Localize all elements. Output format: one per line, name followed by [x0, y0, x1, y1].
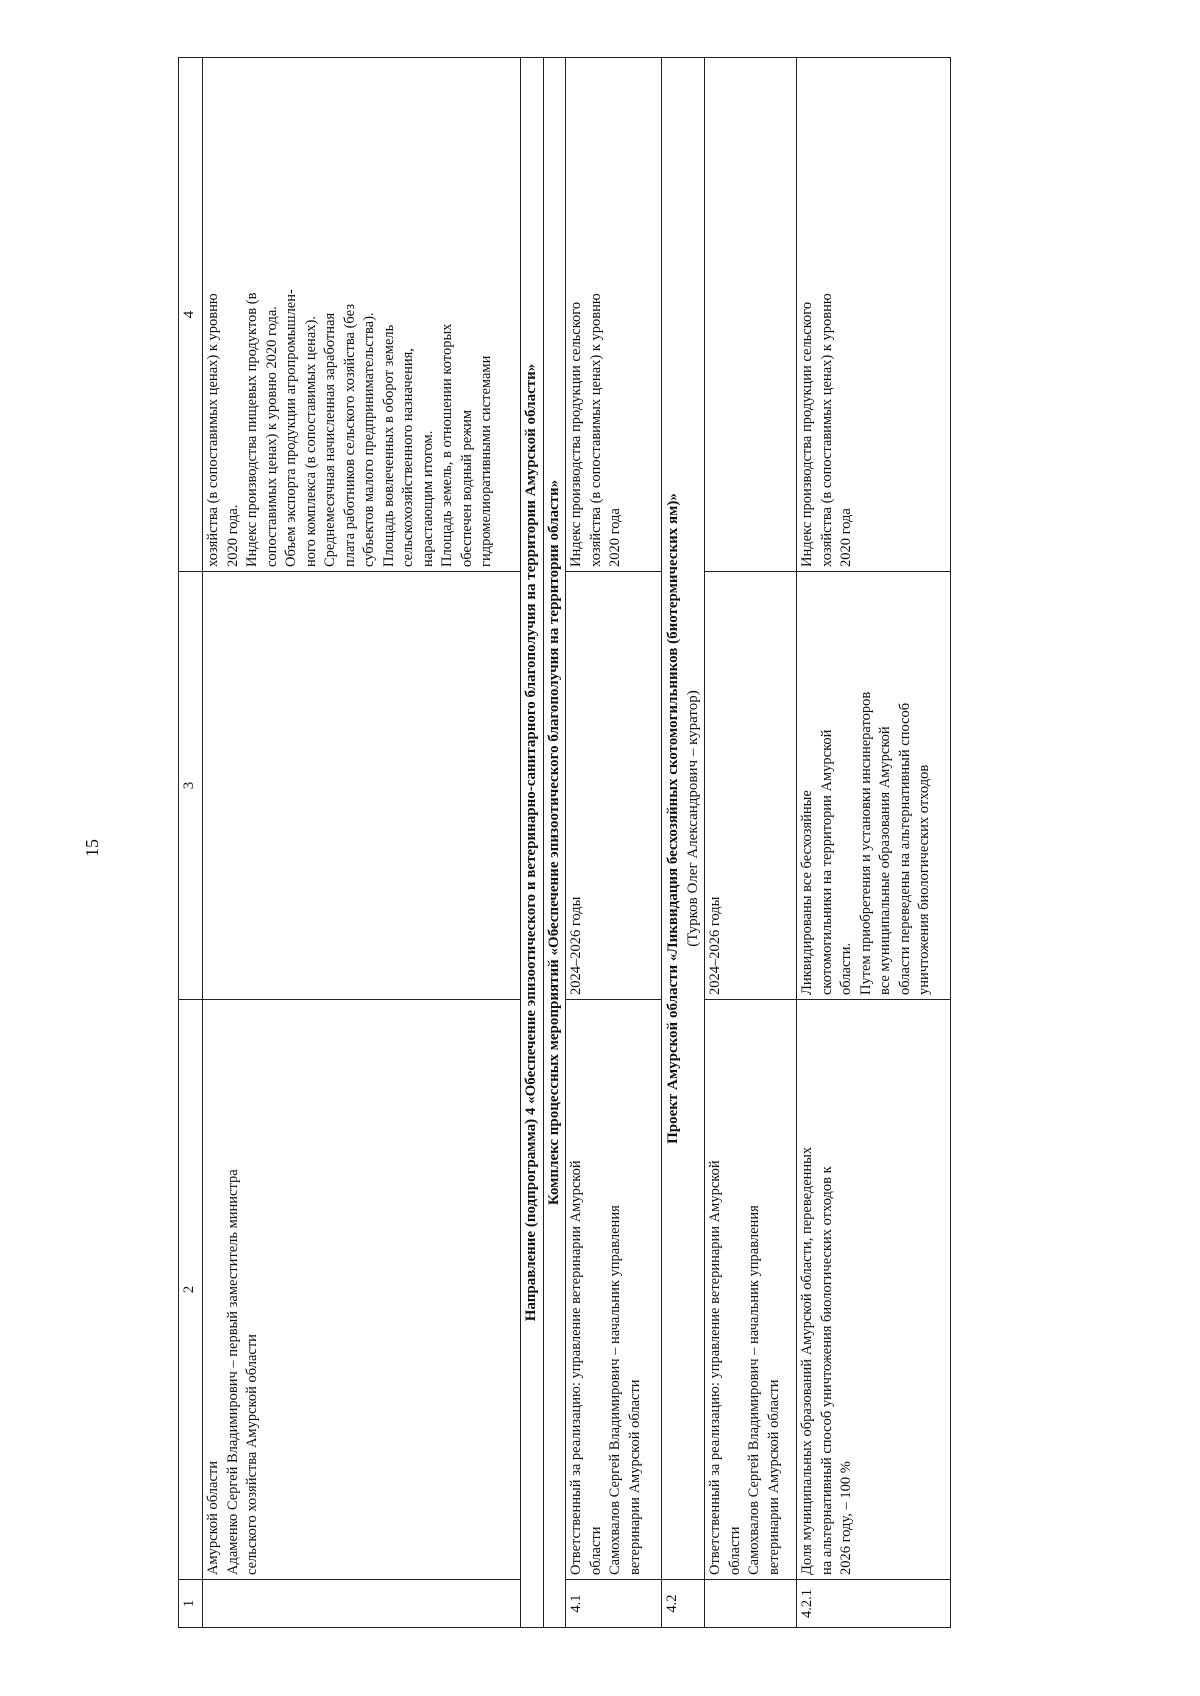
text-line: 2026 году, – 100 % [838, 1461, 854, 1575]
project-curator: (Турков Олег Александрович – куратор) [685, 690, 701, 947]
text-line: все муниципальные образования Амурской [877, 726, 893, 995]
indicators-cell [797, 58, 951, 572]
text-line: Ответственный за реализацию: управление ветеринарии Амурской [568, 1160, 584, 1575]
text-line: 2020 года [607, 508, 623, 567]
text-line: Площадь вовлеченных в оборот земель [380, 324, 397, 567]
row-4-2-responsible [705, 58, 797, 1628]
continued-row [203, 58, 521, 1628]
text-line: 2020 года. [224, 504, 241, 567]
text-line: ветеринарии Амурской области [626, 1379, 643, 1575]
rotated-table-container [178, 58, 1038, 1628]
text-line: плата работников сельского хозяйства (без [341, 304, 358, 567]
text-line: уничтожения биологических отходов [916, 764, 932, 995]
text-line: Объем экспорта продукции агропромышлен- [283, 289, 299, 567]
text-line: сельскохозяйственного назначения, [400, 348, 416, 567]
text-line: Среднемесячная начисленная заработная [322, 312, 338, 567]
row-number: 4.1 [566, 1580, 662, 1628]
column-number-row [179, 58, 203, 1628]
project-title: Проект Амурской области «Ликвидация бесхозяйных скотомогильников (биотермических ям)» [665, 493, 681, 1144]
column-number-3: 3 [179, 572, 203, 1000]
continued-num-cell [203, 1580, 521, 1628]
text-line: хозяйства (в сопоставимых ценах) к уровню [818, 293, 835, 567]
text-line: области. [838, 942, 854, 995]
responsible-cell [566, 1000, 662, 1580]
goal-cell [797, 1000, 951, 1580]
text-line: сельского хозяйства Амурской области [244, 1334, 260, 1575]
indicators-cell [566, 58, 662, 572]
text-line: на альтернативный способ уничтожения биологических отходов к [818, 1166, 835, 1575]
text-line: Самохвалов Сергей Владимирович – начальник управления [746, 1205, 762, 1575]
text-line: Ответственный за реализацию: управление ветеринарии Амурской [707, 1160, 723, 1575]
column-number-4: 4 [179, 58, 203, 572]
text-line: ветеринарии Амурской области [765, 1379, 782, 1575]
column-number-1: 1 [179, 1580, 203, 1628]
result-cell [797, 572, 951, 1000]
complex-header: Комплекс процессных мероприятий «Обеспечение эпизоотического благополучия на территории области» [543, 58, 566, 1628]
document-table [178, 57, 951, 1628]
text-line: хозяйства (в сопоставимых ценах) к уровню [205, 293, 221, 567]
empty-indicators-cell [705, 58, 797, 572]
empty-num-cell [705, 1580, 797, 1628]
project-title-cell [662, 58, 705, 1580]
row-4-2-1 [797, 58, 951, 1628]
text-line: Адаменко Сергей Владимирович – первый заместитель министра [224, 1169, 241, 1575]
text-line: хозяйства (в сопоставимых ценах) к уровню [587, 293, 604, 567]
text-line: скотомогильники на территории Амурской [818, 729, 835, 995]
text-line: нарастающим итогом. [419, 430, 436, 567]
text-line: области [587, 1526, 604, 1575]
text-line: Амурской области [205, 1461, 221, 1575]
text-line: Самохвалов Сергей Владимирович – начальник управления [607, 1205, 623, 1575]
direction-header: Направление (подпрограмма) 4 «Обеспечение эпизоотического и ветеринарно-санитарного благополучия на территории Амурской области» [521, 58, 544, 1628]
text-line: Площадь земель, в отношении которых [439, 323, 455, 567]
complex-header-row [543, 58, 566, 1628]
period-cell: 2024–2026 годы [705, 572, 797, 1000]
text-line: Ликвидированы все бесхозяйные [799, 790, 815, 995]
row-number: 4.2 [662, 1580, 705, 1628]
period-cell: 2024–2026 годы [566, 572, 662, 1000]
continued-responsible-cell [203, 1000, 521, 1580]
text-line: субъектов малого предпринимательства). [361, 312, 377, 567]
text-line: ного комплекса (в сопоставимых ценах). [302, 316, 319, 567]
project-4-2-row [662, 58, 705, 1628]
text-line: 2020 года [838, 508, 854, 567]
continued-period-cell [203, 572, 521, 1000]
text-line: Доля муниципальных образований Амурской области, переведенных [799, 1146, 815, 1575]
text-line: гидромелиоративными системами [478, 355, 494, 567]
responsible-cell [705, 1000, 797, 1580]
text-line: Индекс производства пищевых продуктов (в [244, 292, 260, 567]
text-line: Индекс производства продукции сельского [568, 301, 584, 567]
text-line: Индекс производства продукции сельского [799, 301, 815, 567]
row-4-1 [566, 58, 662, 1628]
direction-header-row [521, 58, 544, 1628]
text-line: обеспечен водный режим [458, 409, 475, 567]
column-number-2: 2 [179, 1000, 203, 1580]
row-number: 4.2.1 [797, 1580, 951, 1628]
text-line: сопоставимых ценах) к уровню 2020 года. [263, 306, 280, 567]
text-line: области [726, 1526, 743, 1575]
page-number: 15 [82, 839, 102, 857]
text-line: области переведены на альтернативный способ [896, 702, 913, 995]
text-line: Путем приобретения и установки инсинераторов [857, 691, 874, 995]
continued-indicators-cell [203, 58, 521, 572]
